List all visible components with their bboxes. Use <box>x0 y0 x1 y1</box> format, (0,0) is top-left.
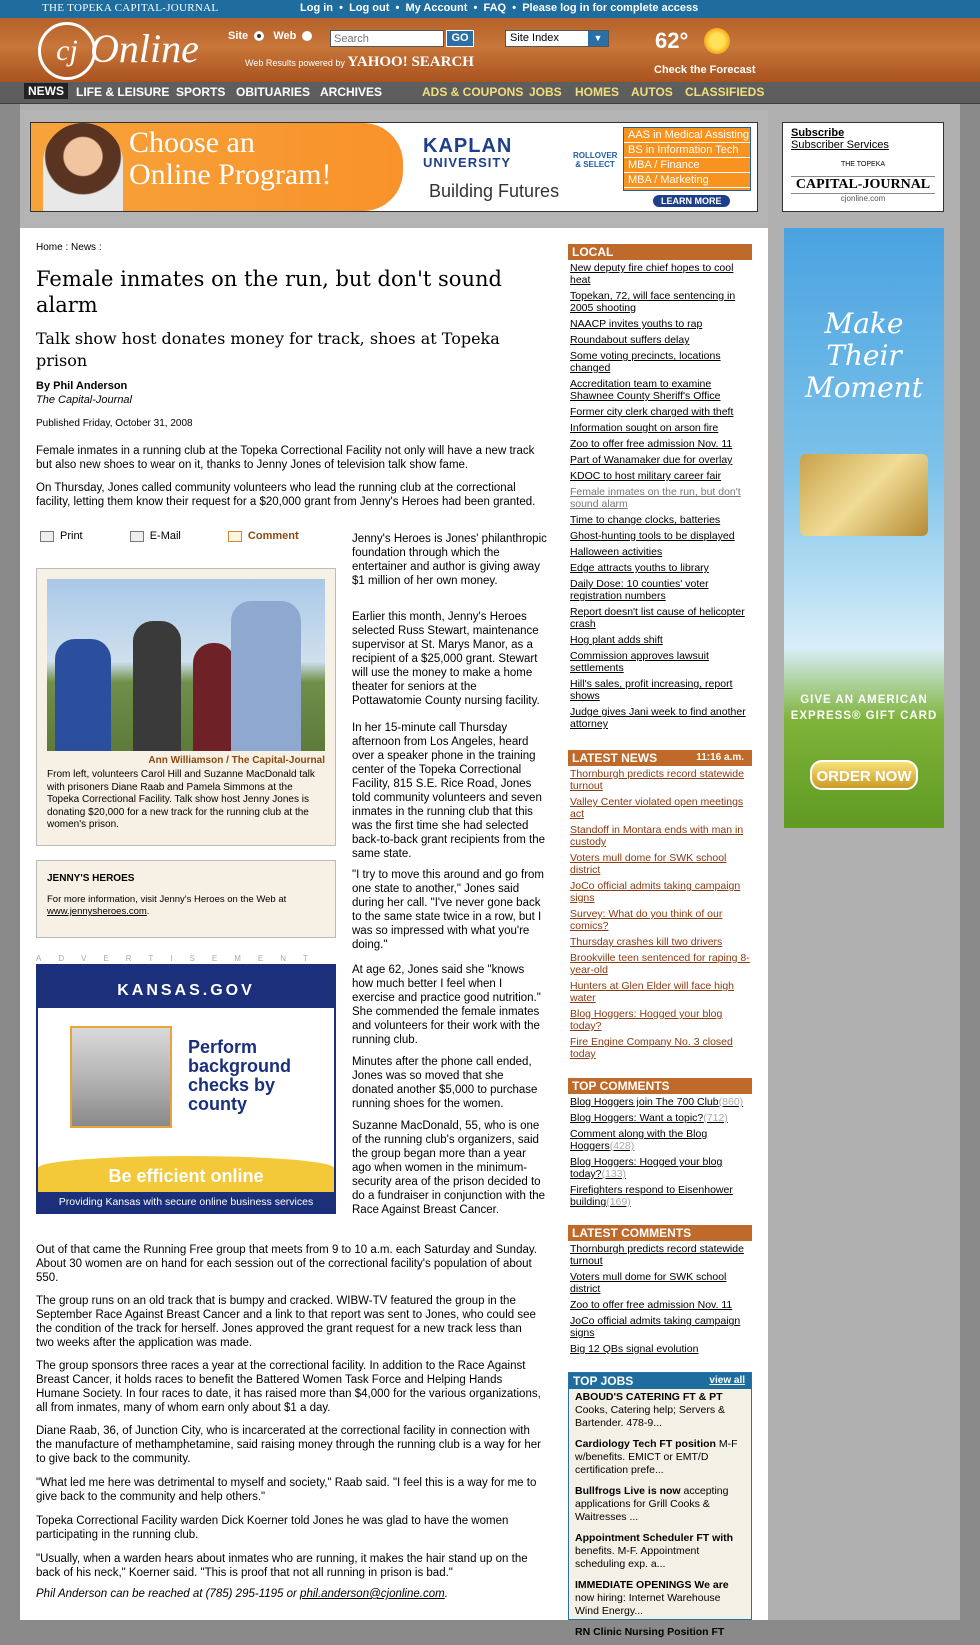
local-news-link[interactable]: Edge attracts youths to library <box>570 562 709 574</box>
local-news-link[interactable]: Zoo to offer free admission Nov. 11 <box>570 438 733 450</box>
local-news-link[interactable]: Some voting precincts, locations changed <box>570 350 721 374</box>
photo-credit: Ann Williamson / The Capital-Journal <box>148 755 325 766</box>
local-news-link[interactable]: KDOC to host military career fair <box>570 470 722 482</box>
program-item[interactable]: MBA / Finance <box>624 158 750 173</box>
breadcrumb-news[interactable]: News <box>71 242 97 253</box>
local-news-link[interactable]: Hog plant adds shift <box>570 634 663 646</box>
job-title: RN Clinic Nursing Position FT <box>575 1626 725 1638</box>
kansas-ad-footer: Providing Kansas with secure online business services <box>38 1192 334 1212</box>
local-news-link[interactable]: Time to change clocks, batteries <box>570 514 721 526</box>
kansas-gov-logo: KANSAS.GOV <box>38 966 334 1008</box>
person-figure <box>231 601 301 751</box>
job-listing[interactable] <box>569 1436 751 1483</box>
article-paragraph: At age 62, Jones said she "knows how much better I feel when I exercise and practice good nutrition." She commended the female inmates and volunteers for their work with the running club. <box>352 964 541 1046</box>
top-comments-header: TOP COMMENTS <box>568 1078 752 1094</box>
article-paragraph: Topeka Correctional Facility warden Dick Koerner told Jones he was glad to have the women participating in the running club. <box>36 1515 509 1541</box>
logo-word: Online <box>90 26 199 71</box>
job-title: IMMEDIATE OPENINGS We are <box>575 1579 729 1591</box>
view-all-jobs-link[interactable]: view all <box>709 1375 745 1386</box>
latest-comments-list <box>568 1241 752 1355</box>
author-contact <box>36 1588 448 1600</box>
comment-count: (860) <box>718 1096 744 1108</box>
local-news-box <box>568 244 752 734</box>
latest-news-link[interactable]: JoCo official admits taking campaign signs <box>570 880 741 904</box>
ad-headline-2: Online Program! <box>129 158 332 191</box>
latest-news-time: 11:16 a.m. <box>696 752 744 763</box>
latest-comment-link[interactable]: JoCo official admits taking campaign signs <box>570 1315 741 1339</box>
nav-ads-coupons[interactable]: ADS & COUPONS <box>422 85 524 99</box>
nav-jobs[interactable]: JOBS <box>529 85 562 99</box>
paper-logo-small: THE TOPEKA <box>840 161 886 168</box>
job-description: accepting applications for Grill Cooks & Waitresses ... <box>575 1485 729 1523</box>
top-comment-link[interactable] <box>570 1128 752 1152</box>
latest-news-link[interactable]: Thornburgh predicts record statewide turnout <box>570 768 744 792</box>
article-subtitle: Talk show host donates money for track, shoes at Topeka prison <box>36 329 500 370</box>
login-notice-link[interactable]: Please log in for complete access <box>522 2 699 14</box>
comment-button[interactable] <box>228 530 321 542</box>
sun-icon <box>704 28 730 54</box>
program-item[interactable]: AAS in Medical Assisting <box>624 128 750 143</box>
person-figure <box>55 639 111 751</box>
local-list <box>568 260 752 730</box>
program-item[interactable]: BS in Information Tech <box>624 143 750 158</box>
latest-news-title: LATEST NEWS <box>572 751 658 765</box>
latest-comment-link[interactable]: Big 12 QBs signal evolution <box>570 1343 699 1355</box>
breadcrumb-tail: : <box>96 242 102 253</box>
comment-count: (428) <box>609 1140 635 1152</box>
job-listing[interactable] <box>569 1624 751 1645</box>
nav-classifieds[interactable]: CLASSIFIEDS <box>685 85 765 99</box>
cjonline-logo[interactable] <box>38 22 208 80</box>
local-news-link[interactable]: Former city clerk charged with theft <box>570 406 734 418</box>
email-button[interactable] <box>130 530 203 542</box>
comment-count: (133) <box>601 1168 627 1180</box>
brand-name: THE TOPEKA CAPITAL-JOURNAL <box>42 2 219 14</box>
order-now-button[interactable]: ORDER NOW <box>810 760 918 790</box>
photo-caption: From left, volunteers Carol Hill and Suzanne MacDonald talk with prisoners Diane Raab and Pamela Simmons at the Topeka Correctional Facility. Talk show host Jenny Jones is donating $20,000 for a new track for the running club at the women's prison. <box>47 769 315 830</box>
email-label: E-Mail <box>149 530 181 542</box>
comment-label: Comment <box>247 530 299 542</box>
site-radio-label: Site <box>228 30 249 42</box>
article-paragraph: Suzanne MacDonald, 55, who is one of the running club's organizers, said the group began more than a year ago when women in the minimum-security area of the prison decided to do a fundraiser in conjunction with the Race Against Breast Cancer. <box>352 1120 546 1216</box>
powered-text: Web Results powered by <box>245 58 345 68</box>
faq-link[interactable]: FAQ <box>483 2 507 14</box>
article-paragraph: "Usually, when a warden hears about inmates who are running, it makes the hair stand up on the back of his neck," Koerner said. "This is proof that not all running in prison is bad." <box>36 1553 528 1579</box>
article-paragraph: Female inmates in a running club at the Topeka Correctional Facility not only will have a new track but also new shoes to wear on it, thanks to Jenny Jones of television talk show fame. <box>36 445 535 471</box>
gift-card-image <box>800 454 928 536</box>
jenny-heroes-text: For more information, visit Jenny's Heroes on the Web at <box>47 894 287 905</box>
main-nav <box>0 82 980 104</box>
latest-news-link[interactable]: Survey: What do you think of our comics? <box>570 908 723 932</box>
person-figure <box>193 643 235 751</box>
breadcrumb-home[interactable]: Home <box>36 242 63 253</box>
top-jobs-title: TOP JOBS <box>573 1374 634 1388</box>
paper-logo[interactable]: CAPITAL-JOURNAL <box>791 176 935 194</box>
local-news-link[interactable]: Roundabout suffers delay <box>570 334 690 346</box>
job-description: Cooks, Catering help; Servers & Bartender. 478-9... <box>575 1404 725 1429</box>
author-email-link[interactable]: phil.anderson@cjonline.com <box>300 1588 445 1600</box>
local-news-link[interactable]: Report doesn't list cause of helicopter crash <box>570 606 745 630</box>
article-paragraph: Diane Raab, 36, of Junction City, who is incarcerated at the correctional facility in connection with the manufacture of methamphetamine, said raising money through the running club is a way for her to give back to the community. <box>36 1425 542 1465</box>
local-news-link[interactable]: New deputy fire chief hopes to cool heat <box>570 262 734 286</box>
top-jobs-header <box>569 1373 751 1389</box>
jobs-list <box>569 1389 751 1645</box>
latest-comment-link[interactable]: Thornburgh predicts record statewide turnout <box>570 1243 744 1267</box>
byline: By Phil Anderson <box>36 380 128 392</box>
job-listing[interactable] <box>569 1483 751 1530</box>
local-news-link[interactable]: Hill's sales, profit increasing, report shows <box>570 678 733 702</box>
local-news-link[interactable]: Information sought on arson fire <box>570 422 719 434</box>
article-photo[interactable] <box>47 579 325 751</box>
job-listing[interactable] <box>569 1577 751 1624</box>
article-paragraph: Minutes after the phone call ended, Jones was so moved that she donated another $5,000 to purchase running shoes for the women. <box>352 1056 538 1110</box>
local-news-link[interactable]: Female inmates on the run, but don't sound alarm <box>570 486 741 510</box>
top-comment-link[interactable] <box>570 1156 752 1180</box>
job-listing[interactable] <box>569 1389 751 1436</box>
job-description: M-F w/benefits. EMICT or EMT/D certification prefe... <box>575 1438 738 1476</box>
contact-text: Phil Anderson can be reached at (785) 295-1195 or <box>36 1588 301 1600</box>
kansas-ad-efficient: Be efficient online <box>38 1156 334 1192</box>
local-header: LOCAL <box>568 244 752 260</box>
comment-icon <box>228 531 242 542</box>
nav-archives[interactable]: ARCHIVES <box>320 85 383 99</box>
account-links: Log in • Log out • My Account • FAQ • Please log in for complete access <box>300 2 699 14</box>
chevron-down-icon: ▼ <box>588 31 608 46</box>
article-paragraph: "What led me here was detrimental to myself and society," Raab said. "I feel this is a way for me to give back to the community and help others." <box>36 1477 537 1503</box>
top-bar <box>0 0 980 18</box>
nav-autos[interactable]: AUTOS <box>631 85 673 99</box>
latest-news-box <box>568 750 752 1064</box>
envelope-icon <box>130 531 144 542</box>
latest-comments-header: LATEST COMMENTS <box>568 1225 752 1241</box>
site-header <box>0 18 980 82</box>
site-index-select[interactable] <box>505 30 609 47</box>
byline-paper: The Capital-Journal <box>36 394 132 406</box>
article-tools <box>40 530 343 542</box>
latest-news-link[interactable]: Standoff in Montara ends with man in custody <box>570 824 744 848</box>
latest-comment-link[interactable]: Voters mull dome for SWK school district <box>570 1271 727 1295</box>
site-index-value: Site Index <box>510 32 559 44</box>
nav-life-leisure[interactable]: LIFE & LEISURE <box>76 85 170 99</box>
nav-sports[interactable]: SPORTS <box>176 85 226 99</box>
amex-ad-headline: Make Their Moment <box>805 307 923 404</box>
article-paragraph: "I try to move this around and go from one state to another," Jones said during her call. "I've never gone back to the same state twice in a row, but I was so impressed with what you're doing." <box>352 869 545 951</box>
web-radio[interactable] <box>302 31 312 41</box>
program-item[interactable]: MBA / Marketing <box>624 173 750 188</box>
ad-headline-1: Choose an <box>129 126 255 159</box>
my-account-link[interactable]: My Account <box>405 2 468 14</box>
program-list[interactable] <box>623 127 751 191</box>
paper-site: cjonline.com <box>840 194 886 203</box>
ad-tagline: Building Futures <box>429 181 560 201</box>
powered-by <box>245 54 474 71</box>
photo-box <box>36 568 336 846</box>
job-description: now hiring: Internet Warehouse Wind Energy... <box>575 1592 721 1617</box>
published-date: Published Friday, October 31, 2008 <box>36 418 193 429</box>
local-news-link[interactable]: Accreditation team to examine Shawnee County Sheriff's Office <box>570 378 721 402</box>
comment-count: (712) <box>703 1112 728 1124</box>
job-title: Bullfrogs Live is now <box>575 1485 681 1497</box>
article-paragraph: The group sponsors three races a year at the correctional facility. In addition to the Race Against Breast Cancer, it holds races to benefit the Battered Women Task Force and Helping Hands Humane Society. In four races to date, it has raised more than $4,000 for the various organizations, all from inmates, many of whom earn only about $1 a day. <box>36 1360 541 1414</box>
search-go-button[interactable]: GO <box>446 30 474 47</box>
rollover-hint: ROLLOVER & SELECT <box>573 151 618 169</box>
local-news-link[interactable]: Topekan, 72, will face sentencing in 2005 shooting <box>570 290 736 314</box>
latest-comments-box <box>568 1225 752 1359</box>
logout-link[interactable]: Log out <box>349 2 390 14</box>
latest-comment-link[interactable]: Zoo to offer free admission Nov. 11 <box>570 1299 733 1311</box>
kaplan-university: UNIVERSITY <box>423 155 512 170</box>
top-comment-title: Blog Hoggers: Hogged your blog today? <box>570 1156 723 1180</box>
top-comment-title: Blog Hoggers join The 700 Club <box>570 1096 719 1108</box>
top-comments-box <box>568 1078 752 1212</box>
amex-ad-text: GIVE AN AMERICAN EXPRESS® GIFT CARD <box>790 694 938 722</box>
top-comment-title: Comment along with the Blog Hoggers <box>570 1128 708 1152</box>
advertisement-label: ADVERTISEMENT <box>36 954 325 963</box>
printer-icon <box>40 531 54 542</box>
local-news-link[interactable]: Halloween activities <box>570 546 663 558</box>
article-paragraph: On Thursday, Jones called community volunteers who lead the running club at the correctional facility, letting them know their request for a $20,000 grant from Jenny's Heroes had been granted. <box>36 482 536 508</box>
kansas-gov-ad[interactable] <box>36 964 336 1214</box>
latest-news-header <box>568 750 752 766</box>
comment-count: (169) <box>606 1196 631 1208</box>
top-comments-list <box>568 1094 752 1208</box>
logo-mark: cj <box>38 22 96 80</box>
job-description: benefits. M-F. Appointment scheduling exp. a... <box>575 1545 700 1570</box>
latest-news-link[interactable]: Valley Center violated open meetings act <box>570 796 744 820</box>
jenny-heroes-link[interactable]: www.jennysheroes.com <box>47 906 147 917</box>
login-link[interactable]: Log in <box>300 2 333 14</box>
jenny-heroes-box <box>36 860 336 938</box>
subscriber-services-link[interactable]: Subscriber Services <box>791 139 889 151</box>
article-paragraph: Earlier this month, Jenny's Heroes selected Russ Stewart, maintenance supervisor at St. Marys Manor, as a recipient of a $25,000 grant. Stewart will use the money to make a home theater for seniors at the Pottawatomie County nursing facility. <box>352 611 540 707</box>
subscribe-box <box>782 122 944 212</box>
learn-more-button[interactable]: LEARN MORE <box>653 195 730 207</box>
site-radio[interactable] <box>254 31 264 41</box>
yahoo-search-logo: YAHOO! SEARCH <box>347 54 474 70</box>
local-news-link[interactable]: Commission approves lawsuit settlements <box>570 650 709 674</box>
top-comment-link[interactable] <box>570 1184 752 1208</box>
breadcrumb-sep: : <box>62 242 72 253</box>
breadcrumb <box>36 242 102 253</box>
job-title: ABOUD'S CATERING FT & PT <box>575 1391 723 1403</box>
top-comment-link[interactable] <box>570 1112 752 1124</box>
nav-homes[interactable]: HOMES <box>575 85 620 99</box>
jenny-heroes-tail: . <box>146 906 150 917</box>
nav-obituaries[interactable]: OBITUARIES <box>236 85 311 99</box>
local-news-link[interactable]: Judge gives Jani week to find another attorney <box>570 706 746 730</box>
latest-news-link[interactable]: Thursday crashes kill two drivers <box>570 936 723 948</box>
forecast-link[interactable]: Check the Forecast <box>654 64 756 76</box>
print-label: Print <box>60 530 83 542</box>
kaplan-logo: KAPLAN <box>423 135 513 157</box>
article-paragraph: Out of that came the Running Free group that meets from 9 to 10 a.m. each Saturday and Sunday. About 30 women are on hand for each session out of the correctional facility's population of about 550. <box>36 1244 537 1284</box>
local-news-link[interactable]: NAACP invites youths to rap <box>570 318 703 330</box>
top-comment-title: Firefighters respond to Eisenhower building <box>570 1184 733 1208</box>
latest-news-link[interactable]: Brookville teen sentenced for raping 8-year-old <box>570 952 750 976</box>
top-comment-title: Blog Hoggers: Want a topic? <box>570 1112 704 1124</box>
subscribe-link[interactable]: Subscribe <box>791 127 845 139</box>
print-button[interactable] <box>40 530 105 542</box>
search-input[interactable] <box>330 30 444 47</box>
kansas-ad-headline: Perform background checks by county <box>188 1037 292 1114</box>
latest-news-link[interactable]: Hunters at Glen Elder will face high water <box>570 980 734 1004</box>
top-jobs-box <box>568 1372 752 1638</box>
ad-woman-photo <box>43 123 123 211</box>
capitol-building-image <box>70 1026 172 1128</box>
latest-news-link[interactable]: Fire Engine Company No. 3 closed today <box>570 1036 733 1060</box>
ad-headline <box>129 127 331 191</box>
amex-gift-card-ad[interactable] <box>784 228 944 828</box>
latest-news-link[interactable]: Blog Hoggers: Hogged your blog today? <box>570 1008 723 1032</box>
local-news-link[interactable]: Part of Wanamaker due for overlay <box>570 454 733 466</box>
top-comment-link[interactable] <box>570 1096 752 1108</box>
article-paragraph: Jenny's Heroes is Jones' philanthropic foundation through which the entertainer and author is giving away $1 million of her own money. <box>352 533 547 587</box>
local-news-link[interactable]: Ghost-hunting tools to be displayed <box>570 530 735 542</box>
temperature: 62° <box>655 28 689 53</box>
article-title: Female inmates on the run, but don't sound alarm <box>36 267 502 317</box>
kaplan-banner-ad[interactable] <box>30 122 758 212</box>
article-paragraph: In her 15-minute call Thursday afternoon from Los Angeles, heard over a speaker phone in the training center of the Topeka Correctional Facility, 815 S.E. Rice Road, Jones told community volunteers and seven inmates in the running club that this was the first time she had selected back-to-back grant recipients from the same state. <box>352 722 546 860</box>
web-radio-label: Web <box>273 30 297 42</box>
local-news-link[interactable]: Daily Dose: 10 counties' voter registration numbers <box>570 578 709 602</box>
jenny-heroes-body <box>47 894 325 918</box>
person-figure <box>133 621 181 751</box>
latest-news-list <box>568 766 752 1060</box>
article-paragraph: The group runs on an old track that is bumpy and cracked. WIBW-TV featured the group in the September Race Against Breast Cancer and a link to that report was sent to Jones, who could see the condition of the track for herself. Jones approved the grant request for a new track less than two weeks after the application was made. <box>36 1295 536 1349</box>
job-listing[interactable] <box>569 1530 751 1577</box>
latest-news-link[interactable]: Voters mull dome for SWK school district <box>570 852 727 876</box>
search-scope <box>228 30 318 42</box>
job-title: Cardiology Tech FT position <box>575 1438 716 1450</box>
job-title: Appointment Scheduler FT with <box>575 1532 734 1544</box>
contact-suffix: . <box>444 1588 448 1600</box>
nav-news[interactable]: NEWS <box>24 83 68 99</box>
jenny-heroes-title: JENNY'S HEROES <box>47 873 135 884</box>
